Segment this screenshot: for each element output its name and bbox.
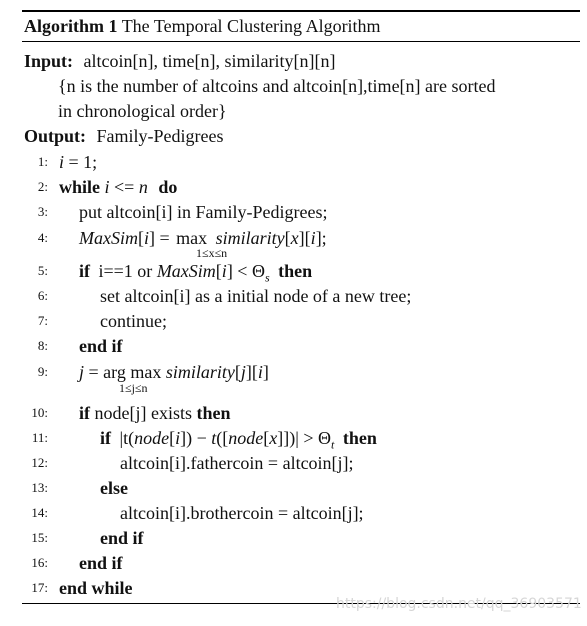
code-text: put altcoin[i] in Family-Pedigrees; xyxy=(79,202,328,222)
input-note-1: {n is the number of altcoins and altcoin[n],time[n] are sorted xyxy=(58,76,496,96)
algo-line-10: if node[j] exists then xyxy=(79,403,231,423)
algo-line-9: j = arg max similarity[j][i] xyxy=(79,362,269,382)
line-number: 12 : xyxy=(22,452,48,474)
line-number: 14 : xyxy=(22,502,48,524)
algo-line-3 xyxy=(79,201,327,223)
keyword-if: if xyxy=(100,428,111,448)
code-text: altcoin[i].brothercoin = altcoin[j]; xyxy=(120,503,364,523)
var-i: i xyxy=(59,152,65,172)
keyword-if: if xyxy=(79,261,90,281)
keyword-then: then xyxy=(278,261,313,281)
keyword-do: do xyxy=(158,177,178,197)
output-label: Output: xyxy=(24,126,87,146)
algo-line-2 xyxy=(59,176,177,198)
algo-line-11: if |t(node[i]) − t([node[x]])| > $\Theta_t$ then xyxy=(100,428,377,452)
line-number: 16 : xyxy=(22,552,48,574)
code-text: <= xyxy=(109,177,139,197)
var-j: j xyxy=(79,362,85,382)
algorithm-label: Algorithm 1 xyxy=(24,16,118,36)
algo-line-12 xyxy=(120,452,354,474)
algo-line-16 xyxy=(79,552,123,574)
line-number: 13 : xyxy=(22,477,48,499)
algo-line-13 xyxy=(100,477,128,499)
input-note-line-2 xyxy=(58,100,227,122)
var-similarity: similarity xyxy=(215,228,285,248)
caption-rule xyxy=(22,41,580,42)
theta-subscript: t xyxy=(331,437,335,452)
code-text: altcoin[i].fathercoin = altcoin[j]; xyxy=(120,453,354,473)
algo-line-6 xyxy=(100,285,411,307)
line-number: 15 : xyxy=(22,527,48,549)
line-number: 11 : xyxy=(22,427,48,449)
code-text: set altcoin[i] as a initial node of a new tree; xyxy=(100,286,412,306)
keyword-end-if: end if xyxy=(100,528,144,548)
line-number: 8 : xyxy=(22,335,48,357)
algo-line-14 xyxy=(120,502,364,524)
watermark: https://blog.csdn.net/qq_36903571 xyxy=(336,596,582,612)
keyword-end-if: end if xyxy=(79,336,123,356)
line-number: 2 : xyxy=(22,176,48,198)
keyword-then: then xyxy=(342,428,377,448)
argmax-operator: = arg max xyxy=(84,362,166,382)
input-note-2: in chronological order} xyxy=(58,101,227,121)
theta-subscript: s xyxy=(264,270,270,285)
output-line xyxy=(24,125,224,147)
keyword-else: else xyxy=(100,478,128,498)
algo-line-15 xyxy=(100,527,144,549)
max-operator: max xyxy=(176,228,208,248)
line-number: 5 : xyxy=(22,260,48,282)
algo-line-5: if i==1 or MaxSim[i] < $\Theta_s$ then xyxy=(79,261,313,285)
var-i: i xyxy=(143,228,149,248)
output-text: Family-Pedigrees xyxy=(96,126,224,146)
algo-line-4: MaxSim[i] = max similarity[x][i]; xyxy=(79,228,327,248)
input-text: altcoin[n], time[n], similarity[n][n] xyxy=(83,51,336,71)
keyword-then: then xyxy=(196,403,231,423)
var-maxsim: MaxSim xyxy=(156,261,216,281)
algo-line-7 xyxy=(100,310,167,332)
algorithm-caption xyxy=(24,15,381,37)
algo-line-8 xyxy=(79,335,123,357)
input-label: Input: xyxy=(24,51,74,71)
line-number: 10 : xyxy=(22,402,48,424)
code-text: = 1; xyxy=(64,152,98,172)
var-maxsim: MaxSim xyxy=(79,228,138,248)
keyword-while: while xyxy=(59,177,101,197)
keyword-end-while: end while xyxy=(59,578,133,598)
line-number: 7 : xyxy=(22,310,48,332)
line-number: 1 : xyxy=(22,151,48,173)
input-line xyxy=(24,50,335,72)
algo-line-17 xyxy=(59,577,133,599)
var-i: i xyxy=(104,177,110,197)
var-n: n xyxy=(138,177,148,197)
line-number: 6 : xyxy=(22,285,48,307)
line-number: 17 : xyxy=(22,577,48,599)
algorithm-title: The Temporal Clustering Algorithm xyxy=(121,16,381,36)
code-text: continue; xyxy=(100,311,167,331)
top-rule xyxy=(22,10,580,12)
var-similarity: similarity xyxy=(165,362,235,382)
line-number: 4 : xyxy=(22,227,48,249)
algo-line-1 xyxy=(59,151,97,173)
keyword-if: if xyxy=(79,403,90,423)
argmax-subscript: 1≤j≤n xyxy=(119,381,148,395)
line-number: 3 : xyxy=(22,201,48,223)
max-subscript: 1≤x≤n xyxy=(196,246,228,260)
keyword-end-if: end if xyxy=(79,553,123,573)
line-number: 9 : xyxy=(22,361,48,383)
input-note-line-1 xyxy=(58,75,496,97)
